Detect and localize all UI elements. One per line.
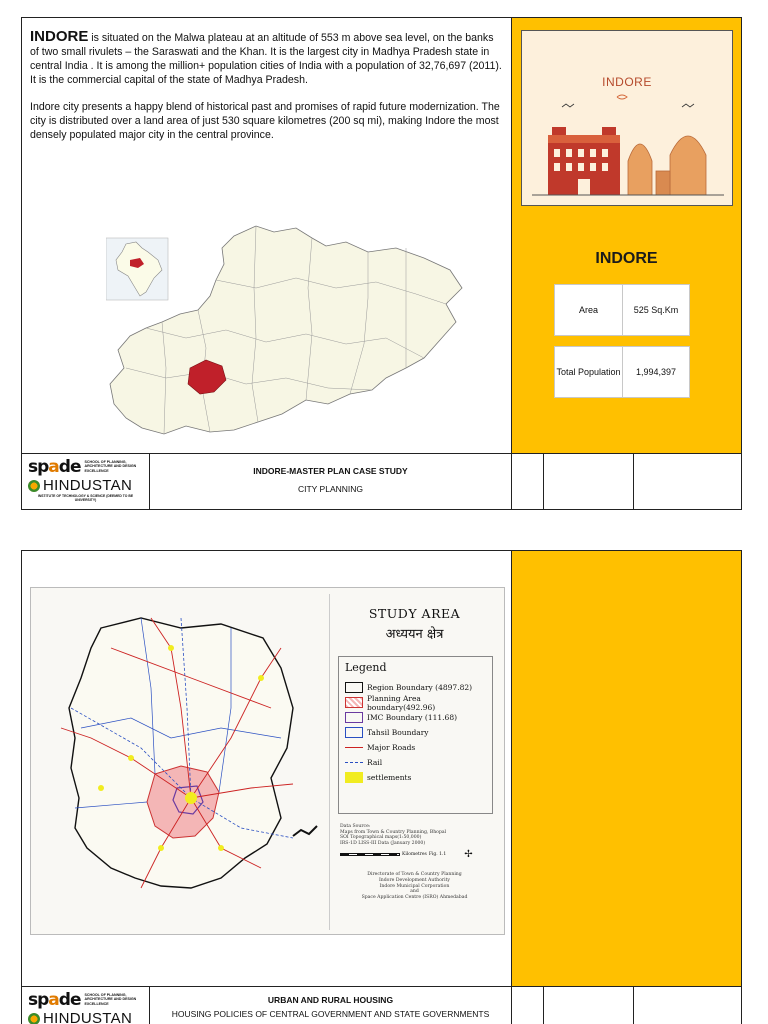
footer-subtitle: CITY PLANNING [297, 484, 364, 494]
institute-caption: INSTITUTE OF TECHNOLOGY & SCIENCE (DEEMED TO BE UNIVERSITY) [37, 494, 134, 502]
legend-item [345, 740, 486, 755]
legend-label: settlements [367, 773, 412, 782]
credit-line: Directorate of Town & Country Planning [367, 872, 462, 878]
stat-area-value: 525 Sq.Km [633, 305, 679, 315]
sheet-footer [22, 986, 741, 1024]
region-map-drawing [31, 588, 329, 936]
legend-swatch [345, 727, 363, 738]
data-source [340, 824, 491, 846]
footer-cell [511, 454, 543, 509]
credit-line: and [410, 889, 419, 895]
indore-skyline-card [521, 30, 733, 206]
legend-swatch [345, 747, 363, 748]
footer-cell [633, 454, 741, 509]
stat-population-value: 1,994,397 [635, 367, 677, 377]
map-legend [338, 656, 493, 814]
school-tagline: SCHOOL OF PLANNING, ARCHITECTURE AND DESIGN EXCELLENCE [84, 460, 137, 473]
footer-subtitle: HOUSING POLICIES OF CENTRAL GOVERNMENT AND STATE GOVERNMENTS [171, 1009, 490, 1019]
footer-title: INDORE-MASTER PLAN CASE STUDY [253, 466, 408, 476]
intro-paragraph-1-text: is situated on the Malwa plateau at an altitude of 553 m above sea level, on the banks of two small rivulets – the Saraswati and the Khan. It is the largest city in Madhya Pradesh state in central India . It is among the million+ population cities of India with a population of 32,76,697 (2011). It is the commercial capital of the state of Madhya Pradesh. [30, 32, 502, 86]
legend-swatch [345, 772, 363, 783]
hindustan-wordmark: HINDUSTAN [43, 477, 133, 494]
footer-cells [511, 454, 741, 509]
credit-line: Indore Municipal Corporation [379, 883, 450, 889]
skyline-card-title: INDORE [602, 75, 652, 89]
institute-logo [22, 987, 150, 1024]
legend-swatch [345, 697, 363, 708]
sheet-footer [22, 453, 741, 509]
hindustan-wordmark: HINDUSTAN [43, 1010, 133, 1024]
intro-lead-word: INDORE [30, 28, 89, 45]
legend-label: Planning Area boundary(492.96) [367, 693, 436, 712]
intro-paragraph-1 [30, 30, 504, 87]
temple-domes [628, 136, 706, 195]
stat-population-row [554, 346, 690, 398]
sidebar-panel [511, 551, 741, 986]
river-line [293, 826, 317, 836]
map-legend-panel [329, 594, 499, 930]
spade-logo: spade [28, 457, 81, 477]
scale-bar-graphic [340, 853, 400, 856]
scale-label: Kilometres [402, 852, 427, 858]
study-area-map [30, 587, 505, 935]
legend-label: Major Roads [367, 743, 416, 752]
legend-label: Region Boundary (4897.82) [367, 683, 473, 692]
source-line: SOI Topographical maps(1:50,000) [340, 835, 422, 841]
north-arrow-icon: ✢ [464, 849, 473, 861]
legend-item [345, 695, 486, 710]
legend-swatch [345, 762, 363, 763]
footer-cell [543, 454, 633, 509]
madhya-pradesh-map [106, 218, 466, 443]
intro-paragraph-2: Indore city presents a happy blend of historical past and promises of rapid future modernization. The city is distributed over a land area of just 530 square kilometres (200 sq mi), making Indore the most densely populated major city in the central province. [30, 101, 500, 141]
sheet-housing [21, 550, 742, 1024]
legend-item [345, 710, 486, 725]
rajwada-palace [548, 127, 620, 195]
indore-skyline-illustration [522, 31, 734, 207]
stat-population-label: Total Population [555, 347, 623, 397]
legend-swatch [345, 682, 363, 693]
school-tagline: SCHOOL OF PLANNING, ARCHITECTURE AND DESIGN EXCELLENCE [84, 993, 137, 1006]
sidebar-title: INDORE [595, 250, 658, 267]
hindustan-emblem-icon [28, 480, 40, 492]
legend-title: Legend [345, 661, 387, 674]
source-line: Data Source: [340, 824, 371, 829]
legend-label: Tahsil Boundary [367, 728, 429, 737]
fig-label: Fig. 1.1 [428, 852, 447, 858]
institute-logo [22, 454, 150, 509]
footer-cell [543, 987, 633, 1024]
sheet-city-planning [21, 17, 742, 510]
stat-area-row [554, 284, 690, 336]
credit-line: Indore Development Authority [378, 877, 451, 883]
sidebar-panel [511, 18, 741, 455]
map-credits [338, 872, 491, 900]
credit-line: Space Application Centre (ISRO) Ahmedabad [361, 894, 468, 900]
legend-item [345, 755, 486, 770]
region-boundary [69, 618, 293, 888]
spade-logo: spade [28, 990, 81, 1010]
footer-title: URBAN AND RURAL HOUSING [267, 995, 394, 1005]
intro-text [30, 30, 504, 142]
study-area-title-hindi: अध्ययन क्षेत्र [385, 627, 444, 642]
hindustan-emblem-icon [28, 1013, 40, 1024]
map-scale-bar [340, 849, 489, 860]
source-line: IRS-1D LISS-III Data (January 2000) [340, 840, 426, 846]
study-area-title: STUDY AREA [368, 606, 461, 621]
footer-title-block [150, 454, 511, 509]
legend-item [345, 725, 486, 740]
legend-label: Rail [367, 758, 383, 767]
legend-item [345, 770, 486, 785]
footer-cell [511, 987, 543, 1024]
legend-label: IMC Boundary (111.68) [367, 713, 458, 722]
legend-swatch [345, 712, 363, 723]
stat-area-label: Area [555, 285, 623, 335]
footer-cells [511, 987, 741, 1024]
source-line: Maps from Town & Country Planning, Bhopal [340, 829, 447, 835]
footer-cell [633, 987, 741, 1024]
footer-title-block [150, 987, 511, 1024]
